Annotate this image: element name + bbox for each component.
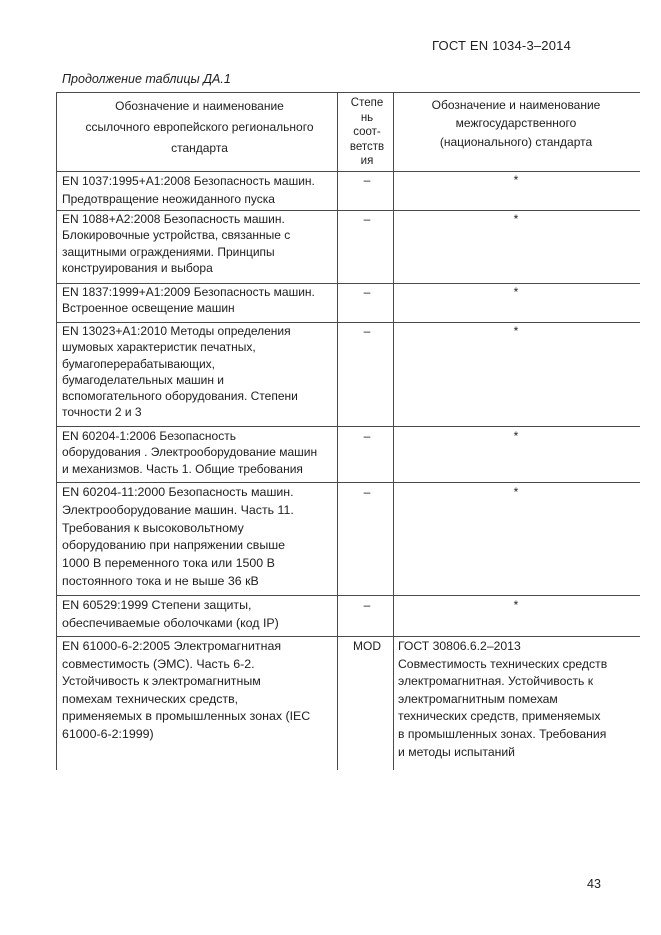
national-standard: * xyxy=(513,598,519,612)
column-header-reference: Обозначение и наименование ссылочного европейского регионального стандарта xyxy=(85,99,314,155)
national-standard: * xyxy=(513,173,519,187)
degree-value: – xyxy=(363,485,371,499)
national-standard: * xyxy=(513,324,519,338)
reference-standard: EN 1037:1995+A1:2008 Безопасность машин. Предотвращение неожиданного пуска xyxy=(62,174,315,206)
degree-value: MOD xyxy=(353,639,381,653)
reference-standard: EN 13023+A1:2010 Методы определения шумовых характеристик печатных, бумагоперерабатывающих, бумагоделательных машин и вспомогательного оборудования. Степени точности 2 и 3 xyxy=(62,324,298,420)
degree-value: – xyxy=(363,598,371,612)
degree-value: – xyxy=(363,285,371,299)
national-standard: * xyxy=(513,485,519,499)
reference-standard: EN 61000-6-2:2005 Электромагнитная совместимость (ЭМС). Часть 6-2. Устойчивость к электромагнитным помехам технических средств, применяемых в промышленных зонах (IEC 61000-6-2:1999) xyxy=(62,639,311,741)
national-standard: ГОСТ 30806.6.2–2013 Совместимость технических средств электромагнитная. Устойчивость к электромагнитным помехам технических средств, применяемых в промышленных зонах. Требования и методы испытаний xyxy=(398,639,608,759)
page-number: 43 xyxy=(587,877,601,891)
reference-standard: EN 60529:1999 Степени защиты, обеспечиваемые оболочками (код IP) xyxy=(62,598,279,630)
degree-value: – xyxy=(363,324,371,338)
column-header-degree: Степе нь соот- ветств ия xyxy=(349,97,385,168)
degree-value: – xyxy=(363,212,371,226)
column-header-national: Обозначение и наименование межгосударственного (национального) стандарта xyxy=(431,98,601,149)
national-standard: * xyxy=(513,212,519,226)
reference-standard: EN 1088+A2:2008 Безопасность машин. Блокировочные устройства, связанные с защитными ограждениями. Принципы конструирования и выбора xyxy=(62,212,291,275)
national-standard: * xyxy=(513,285,519,299)
degree-value: – xyxy=(363,429,371,443)
reference-standard: EN 1837:1999+A1:2009 Безопасность машин. Встроенное освещение машин xyxy=(62,285,315,316)
document-code: ГОСТ EN 1034-3–2014 xyxy=(432,38,572,53)
reference-standard: EN 60204-1:2006 Безопасность оборудования . Электрооборудование машин и механизмов. Часть 1. Общие требования xyxy=(62,429,318,476)
national-standard: * xyxy=(513,429,519,443)
table-caption: Продолжение таблицы ДА.1 xyxy=(62,72,231,86)
reference-standard: EN 60204-11:2000 Безопасность машин. Электрооборудование машин. Часть 11. Требования к высоковольтному оборудованию при напряжении свыше 1000 В переменного тока или 1500 В постоянного тока и не выше 36 кВ xyxy=(62,485,294,588)
degree-value: – xyxy=(363,173,371,187)
